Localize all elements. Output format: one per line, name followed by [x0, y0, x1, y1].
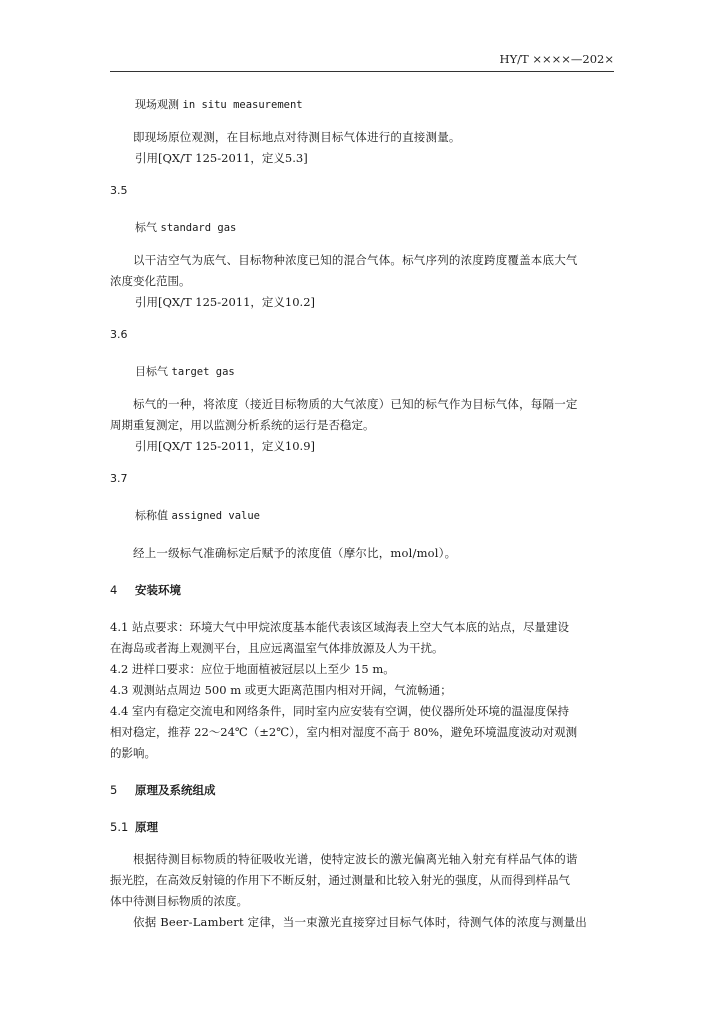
definition-text: 即现场原位观测，在目标地点对待测目标气体进行的直接测量。 [133, 130, 461, 144]
subsection-title: 原理 [135, 820, 158, 834]
term-en: standard gas [160, 222, 237, 234]
list-item-4-3: 4.3 观测站点周边 500 m 或更大距离范围内相对开阔，气流畅通； [110, 683, 452, 697]
section-number: 5 [110, 783, 118, 797]
term-zh: 目标气 [135, 365, 168, 378]
term-zh: 现场观测 [135, 98, 179, 111]
section-title: 原理及系统组成 [135, 783, 216, 797]
clause-number: 3.5 [110, 184, 128, 197]
definition-text: 经上一级标气准确标定后赋予的浓度值（摩尔比，mol/mol）。 [133, 546, 457, 560]
header-divider [110, 71, 614, 72]
citation-text: 引用[QX/T 125-2011，定义10.2] [135, 295, 315, 309]
list-item-4-4-cont: 相对稳定，推荐 22～24℃（±2℃），室内相对湿度不高于 80%，避免环境温度波动对观测 [110, 725, 578, 739]
paragraph-text: 根据待测目标物质的特征吸收光谱，使特定波长的激光偏离光轴入射充有样品气体的谐 [133, 852, 578, 866]
citation-text: 引用[QX/T 125-2011，定义10.9] [135, 439, 315, 453]
list-item-4-4: 4.4 室内有稳定交流电和网络条件，同时室内应安装有空调，使仪器所处环境的温湿度保持 [110, 704, 569, 718]
term-target-gas [110, 361, 615, 383]
list-item-4-4-cont: 的影响。 [110, 746, 156, 760]
clause-number: 3.6 [110, 328, 128, 341]
definition-text: 周期重复测定，用以监测分析系统的运行是否稳定。 [110, 418, 375, 432]
paragraph-text: 振光腔，在高效反射镜的作用下不断反射，通过测量和比较入射光的强度，从而得到样品气 [110, 873, 570, 887]
term-assigned-value [110, 505, 615, 527]
paragraph-text: 体中待测目标物质的浓度。 [110, 894, 248, 908]
clause-number: 3.7 [110, 472, 128, 485]
list-item-4-1: 4.1 站点要求：环境大气中甲烷浓度基本能代表该区域海表上空大气本底的站点，尽量建设 [110, 620, 569, 634]
subsection-heading-5-1 [110, 817, 615, 838]
definition-text: 以干洁空气为底气、目标物种浓度已知的混合气体。标气序列的浓度跨度覆盖本底大气 [133, 253, 578, 267]
term-in-situ-measurement [110, 94, 615, 116]
standard-code-header: HY/T ××××—202× [499, 52, 614, 66]
term-en: assigned value [171, 510, 261, 522]
section-heading-5 [110, 780, 615, 801]
paragraph-text: 依据 Beer-Lambert 定律，当一束激光直接穿过目标气体时，待测气体的浓度与测量出 [133, 915, 587, 929]
term-zh: 标称值 [135, 509, 168, 522]
term-en: in situ measurement [182, 99, 303, 111]
section-number: 4 [110, 583, 118, 597]
subsection-number: 5.1 [110, 820, 129, 834]
document-body [110, 94, 615, 933]
term-standard-gas [110, 217, 615, 239]
term-en: target gas [171, 366, 235, 378]
definition-text: 浓度变化范围。 [110, 274, 191, 288]
list-item-4-1-cont: 在海岛或者海上观测平台，且应远离温室气体排放源及人为干扰。 [110, 641, 444, 655]
list-item-4-2: 4.2 进样口要求：应位于地面植被冠层以上至少 15 m。 [110, 662, 395, 676]
section-heading-4 [110, 580, 615, 601]
definition-text: 标气的一种，将浓度（接近目标物质的大气浓度）已知的标气作为目标气体，每隔一定 [133, 397, 578, 411]
citation-text: 引用[QX/T 125-2011，定义5.3] [135, 151, 308, 165]
section-title: 安装环境 [135, 583, 181, 597]
term-zh: 标气 [135, 221, 157, 234]
